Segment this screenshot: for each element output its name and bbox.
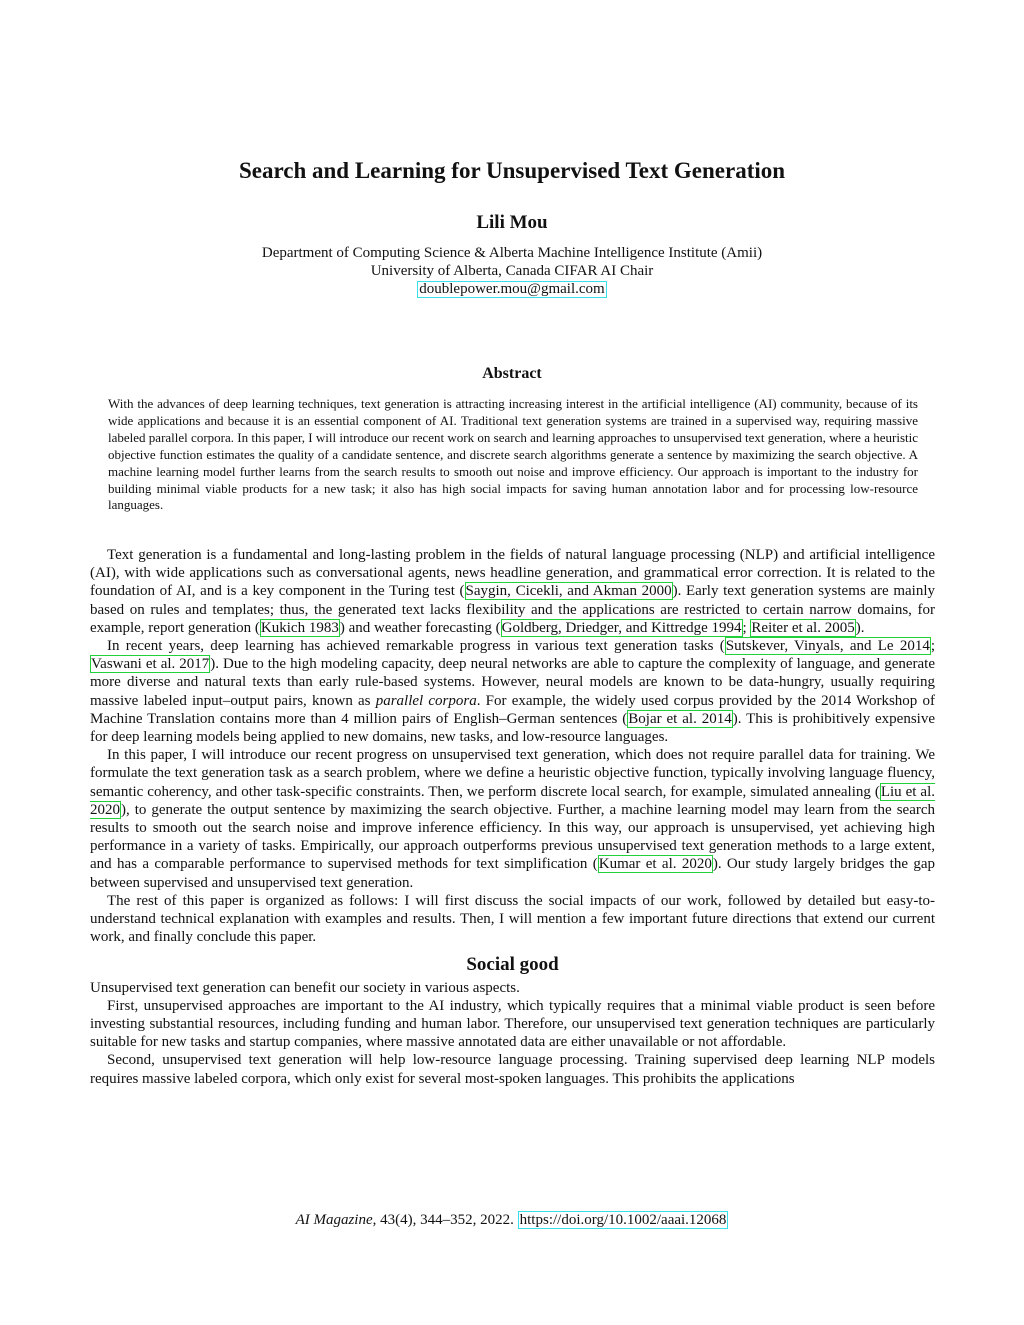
main-body xyxy=(90,546,935,1088)
email-link[interactable]: doublepower.mou@gmail.com xyxy=(419,281,605,297)
affiliation xyxy=(0,244,1024,298)
emphasis-term: parallel corpora xyxy=(375,692,477,709)
citation-link[interactable]: Kukich 1983 xyxy=(260,619,339,636)
doi-link[interactable]: https://doi.org/10.1002/aaai.12068 xyxy=(519,1212,727,1228)
social-paragraph-1: Unsupervised text generation can benefit our society in various aspects. xyxy=(90,979,520,996)
author-name: Lili Mou xyxy=(476,212,548,233)
citation-link[interactable]: Liu et al. 2020 xyxy=(90,783,935,818)
intro-paragraph-4: The rest of this paper is organized as follows: I will first discuss the social impacts of our work, followed by detailed but easy-to-understand technical explanation with examples and results. Then, I will mention a few important future directions that extend our current work, and finally conclude this paper. xyxy=(90,892,935,946)
social-paragraph-3: Second, unsupervised text generation will help low-resource language processing. Training supervised deep learning NLP models requires massive labeled corpora, which only exist for several most-spoken languages. This prohibits the applications xyxy=(90,1052,935,1087)
citation-link[interactable]: Reiter et al. 2005 xyxy=(751,619,855,636)
affiliation-line-2: University of Alberta, Canada CIFAR AI Chair xyxy=(370,263,654,279)
citation-link[interactable]: Saygin, Cicekli, and Akman 2000 xyxy=(465,583,672,600)
abstract-heading: Abstract xyxy=(482,365,542,382)
intro-paragraph-1: Text generation is a fundamental and long-lasting problem in the fields of natural language processing (NLP) and artificial intelligence (AI), with wide applications such as conversational agents, news headline generation, and grammatical error correction. It is related to the foundation of AI, and is a key component in the Turing test (Saygin, Cicekli, and Akman 2000). Early text generation systems are mainly based on rules and templates; thus, the generated text lacks flexibility and the applications are restricted to certain narrow domains, for example, report generation (Kukich 1983) and weather forecasting (Goldberg, Driedger, and Kittredge 1994; Reiter et al. 2005). xyxy=(90,547,935,636)
abstract-text: With the advances of deep learning techniques, text generation is attracting increasing interest in the artificial intelligence (AI) community, because of its wide applications and because it is an essential component of AI. Traditional text generation systems are trained in a supervised way, requiring massive labeled parallel corpora. In this paper, I will introduce our recent work on search and learning approaches to unsupervised text generation, where a heuristic objective function estimates the quality of a candidate sentence, and discrete search algorithms generate a sentence by maximizing the search objective. A machine learning model further learns from the search results to smooth out noise and improve efficiency. Our approach is important to the industry for building minimal viable products for a new task; it also has high social impacts for saving human annotation labor and for processing low-resource languages. xyxy=(108,396,918,513)
intro-paragraph-2: In recent years, deep learning has achieved remarkable progress in various text generation tasks (Sutskever, Vinyals, and Le 2014; Vaswani et al. 2017). Due to the high modeling capacity, deep neural networks are able to capture the complexity of language, and generate more diverse and natural texts than early rule-based systems. However, neural models are known to be data-hungry, usually requiring massive labeled input–output pairs, known as parallel corpora. For example, the widely used corpus provided by the 2014 Workshop of Machine Translation contains more than 4 million pairs of English–German sentences (Bojar et al. 2014). This is prohibitively expensive for deep learning models being applied to new domains, new tasks, and low-resource languages. xyxy=(90,638,935,746)
citation-link[interactable]: Kumar et al. 2020 xyxy=(598,856,712,873)
affiliation-line-1: Department of Computing Science & Alberta Machine Intelligence Institute (Amii) xyxy=(261,245,763,261)
citation-link[interactable]: Goldberg, Driedger, and Kittredge 1994 xyxy=(501,619,742,636)
citation-link[interactable]: Sutskever, Vinyals, and Le 2014 xyxy=(725,638,930,655)
citation-link[interactable]: Bojar et al. 2014 xyxy=(628,710,732,727)
intro-paragraph-3: In this paper, I will introduce our recent progress on unsupervised text generation, which does not require parallel data for training. We formulate the text generation task as a search problem, where we define a heuristic objective function, typically involving language fluency, semantic coherency, and other task-specific constraints. Then, we perform discrete local search, for example, simulated annealing (Liu et al. 2020), to generate the output sentence by maximizing the search objective. Further, a machine learning model may learn from the search results to smooth out the search noise and improve inference efficiency. In this way, our approach is unsupervised, yet achieving high performance in a variety of tasks. Empirically, our approach outperforms previous unsupervised text generation methods to a large extent, and has a comparable performance to supervised methods for text simplification (Kumar et al. 2020). Our study largely bridges the gap between supervised and unsupervised text generation. xyxy=(90,747,935,891)
journal-details: , 43(4), 344–352, 2022. xyxy=(372,1212,518,1228)
paper-title: Search and Learning for Unsupervised Text Generation xyxy=(238,158,786,183)
footer-citation xyxy=(0,1211,1024,1229)
journal-name: AI Magazine xyxy=(295,1212,373,1228)
citation-link[interactable]: Vaswani et al. 2017 xyxy=(91,656,210,673)
social-paragraph-2: First, unsupervised approaches are important to the AI industry, which typically requires that a minimal viable product is seen before investing substantial resources, including funding and human labor. Therefore, our unsupervised text generation techniques are particularly suitable for new tasks and startup companies, where massive annotated data are either unavailable or not affordable. xyxy=(90,997,935,1051)
section-heading-social-good: Social good xyxy=(466,954,559,976)
